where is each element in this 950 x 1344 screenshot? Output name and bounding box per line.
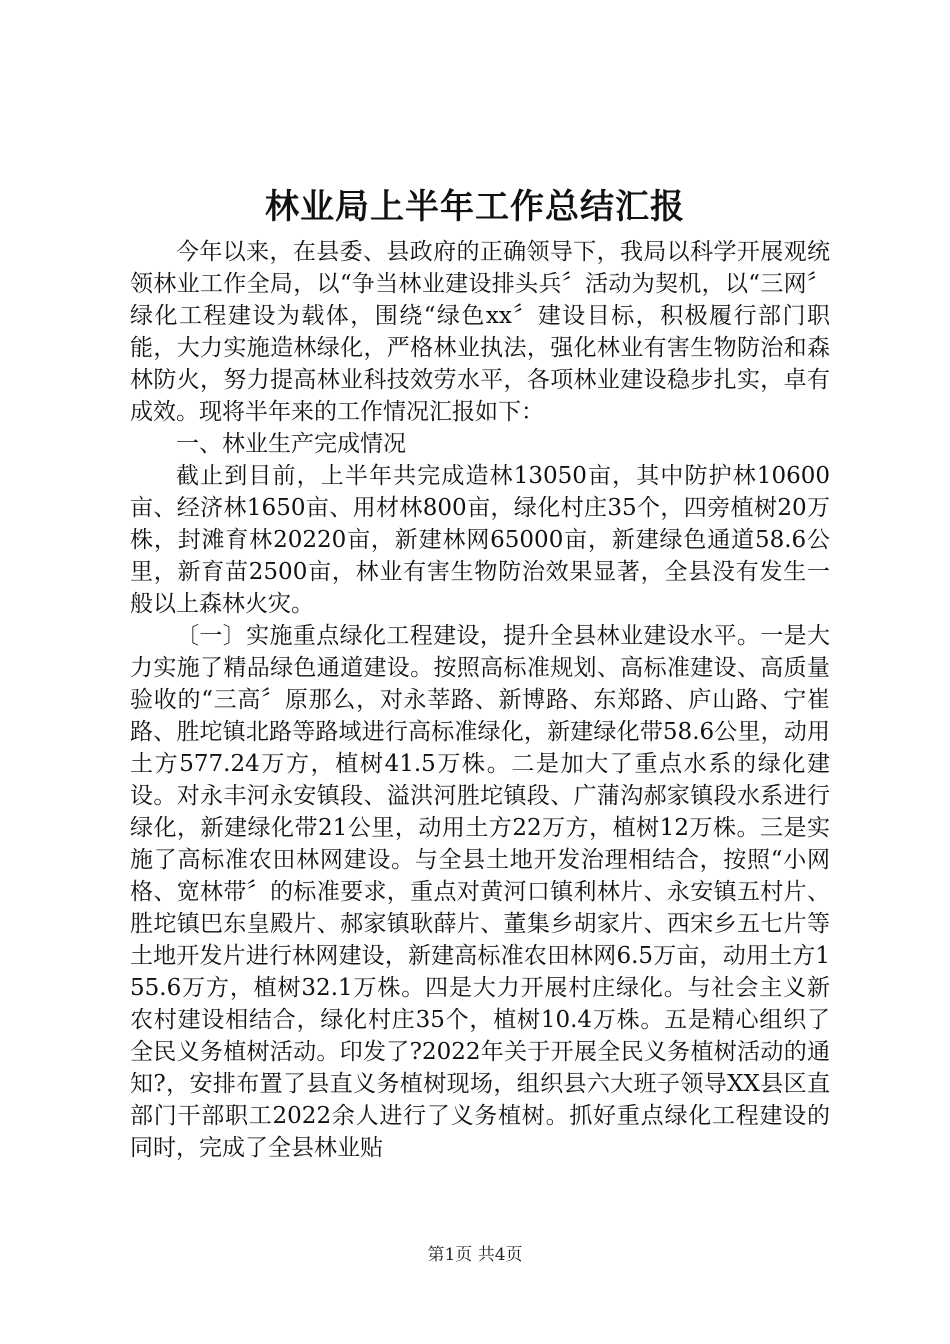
- summary-paragraph: 截止到目前，上半年共完成造林13050亩，其中防护林10600亩、经济林1650亩、用材林800亩，绿化村庄35个，四旁植树20万株，封滩育林20220亩，新建林网65000亩，新建绿色通道58.6公里，新育苗2500亩，林业有害生物防治效果显著，全县没有发生一般以上森林火灾。: [130, 463, 830, 617]
- page-number: 第1页 共4页: [427, 1245, 523, 1265]
- section-heading: 一、林业生产完成情况: [176, 431, 406, 457]
- detail-paragraph: 〔一〕实施重点绿化工程建设，提升全县林业建设水平。一是大力实施了精品绿色通道建设。按照高标准规划、高标准建设、高质量验收的“三高〞原那么，对永莘路、新博路、东郑路、庐山路、宁崔路、胜坨镇北路等路域进行高标准绿化，新建绿化带58.6公里，动用土方577.24万方，植树41.5万株。二是加大了重点水系的绿化建设。对永丰河永安镇段、溢洪河胜坨镇段、广蒲沟郝家镇段水系进行绿化，新建绿化带21公里，动用土方22万方，植树12万株。三是实施了高标准农田林网建设。与全县土地开发治理相结合，按照“小网格、宽林带〞的标准要求，重点对黄河口镇利林片、永安镇五村片、胜坨镇巴东皇殿片、郝家镇耿薛片、董集乡胡家片、西宋乡五七片等土地开发片进行林网建设，新建高标准农田林网6.5万亩，动用土方155.6万方，植树32.1万株。四是大力开展村庄绿化。与社会主义新农村建设相结合，绿化村庄35个，植树10.4万株。五是精心组织了全民义务植树活动。印发了?2022年关于开展全民义务植树活动的通知?，安排布置了县直义务植树现场，组织县六大班子领导XX县区直部门干部职工2022余人进行了义务植树。抓好重点绿化工程建设的同时，完成了全县林业贴: [130, 623, 830, 1161]
- document-body: [130, 236, 830, 1164]
- intro-paragraph: 今年以来，在县委、县政府的正确领导下，我局以科学开展观统领林业工作全局，以“争当林业建设排头兵〞活动为契机，以“三网〞绿化工程建设为载体，围绕“绿色xx〞建设目标，积极履行部门职能，大力实施造林绿化，严格林业执法，强化林业有害生物防治和森林防火，努力提高林业科技效劳水平，各项林业建设稳步扎实，卓有成效。现将半年来的工作情况汇报如下：: [130, 239, 830, 425]
- document-title: 林业局上半年工作总结汇报: [265, 187, 685, 227]
